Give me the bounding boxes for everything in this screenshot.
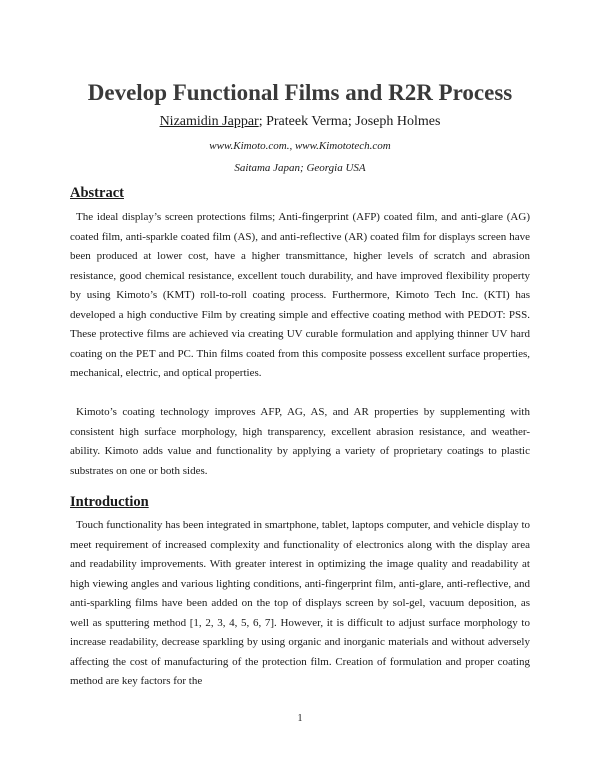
lead-author: Nizamidin Jappar	[159, 114, 259, 129]
paper-title: Develop Functional Films and R2R Process	[87, 80, 513, 105]
page-number: 1	[297, 713, 303, 724]
author-line	[0, 113, 600, 131]
abstract-paragraph-1: The ideal display’s screen protections films; Anti-fingerprint (AFP) coated film, and anti-glare (AG) coated film, anti-sparkle coated film (AS), and anti-reflective (AR) coated film for displays screen have been produced at lower cost, have a higher transmittance, higher levels of scratch and abrasion resistance, good chemical resistance, excellent touch durability, and have improved flexibility property by using Kimoto’s (KMT) roll-to-roll coating process. Furthermore, Kimoto Tech Inc. (KTI) has developed a high conductive Film by creating simple and effective coating method with PEDOT: PSS. These protective films are achieved via creating UV curable formulation and applying thinner UV hard coating on the PET and PC. Thin films coated from this composite possess excellent surface properties, mechanical, electric, and optical properties.	[70, 211, 530, 379]
abstract-paragraph-2: Kimoto’s coating technology improves AFP, AG, AS, and AR properties by supplementing with consistent high surface morphology, high transparency, excellent abrasion resistance, and weather-ability. Kimoto adds value and functionality by applying a variety of proprietary coatings to plastic substrates on one or both sides.	[70, 406, 530, 477]
introduction-heading: Introduction	[70, 494, 149, 510]
co-authors: ; Prateek Verma; Joseph Holmes	[258, 114, 441, 129]
affiliation-websites: www.Kimoto.com., www.Kimototech.com	[209, 140, 391, 152]
affiliation-location: Saitama Japan; Georgia USA	[234, 162, 366, 174]
abstract-heading: Abstract	[70, 185, 124, 201]
introduction-paragraph-1: Touch functionality has been integrated in smartphone, tablet, laptops computer, and vehicle display to meet requirement of increased complexity and functionality of electronics along with the display area and readability improvements. With greater interest in optimizing the image quality and readability at high viewing angles and various lighting conditions, anti-fingerprint film, anti-glare, anti-reflective, and anti-sparkling films have been added on the top of displays screen by sol-gel, vacuum deposition, as well as sputtering method [1, 2, 3, 4, 5, 6, 7]. However, it is difficult to adjust surface morphology to increase readability, decrease sparkling by using organic and inorganic materials and without adversely affecting the cost of manufacturing of the protection film. Creation of formulation and proper coating method are key factors for the	[70, 519, 530, 687]
